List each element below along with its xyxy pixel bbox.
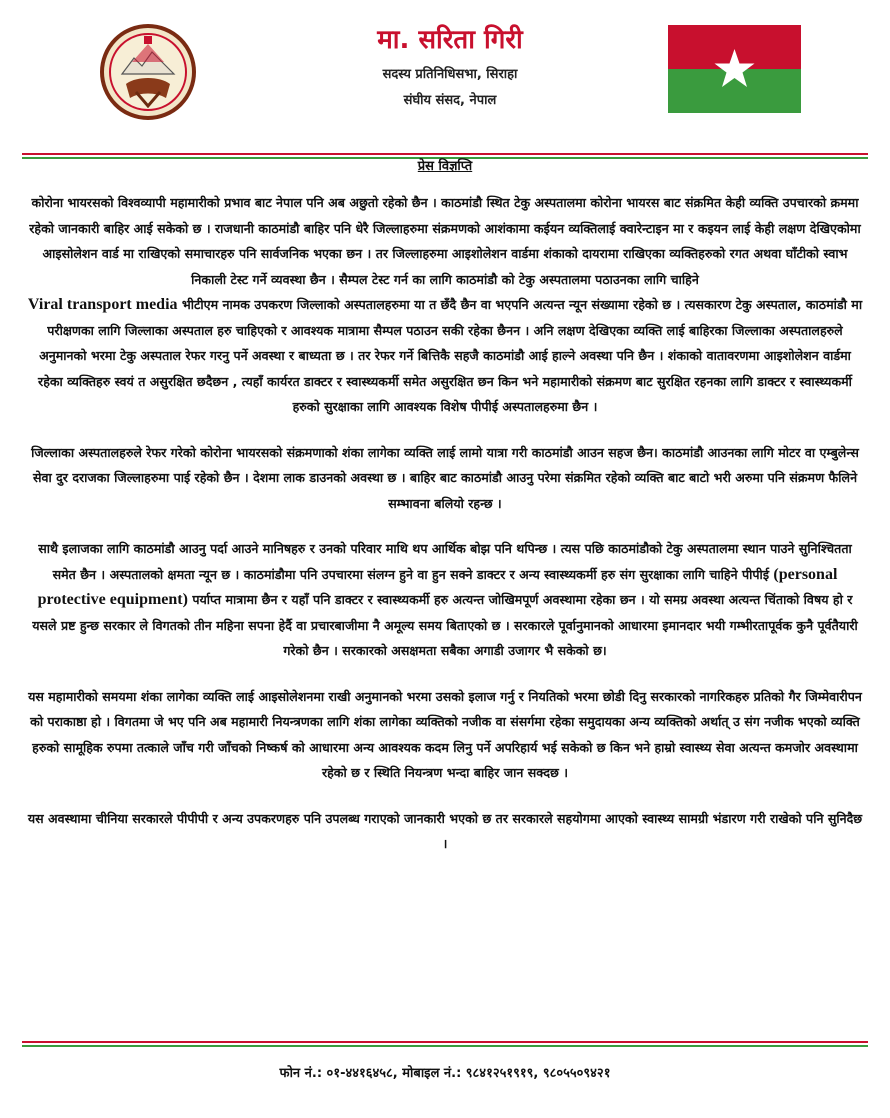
member-name: मा. सरिता गिरी	[377, 25, 523, 55]
parliament-name: संघीय संसद, नेपाल	[403, 93, 497, 108]
paragraph-1	[26, 190, 864, 420]
paragraph-4: यस महामारीको समयमा शंका लागेका व्यक्ति लाई आइसोलेशनमा राखी अनुमानको भरमा उसको इलाज गर्नु र नियतिको भरमा छोडी दिनु सरकारको नागरिकहरु प्रतिको गैर जिम्मेवारीपन को पराकाष्ठा हो । विगतमा जे भए पनि अब महामारी नियन्त्रणका लागि शंका लागेका व्यक्तिको नजीक वा संसर्गमा रहेका समुदायका अन्य व्यक्तिको अर्थात् उ संग नजीक भएको व्यक्ति हरुको सामूहिक रुपमा तत्काले जाँच गरी जाँचको निष्कर्ष को आधारमा अन्य आवश्यक कदम लिनु पर्ने अपरिहार्य भई सकेको छ किन भने हाम्रो स्वास्थ्य सेवा अत्यन्त कमजोर अवस्थामा रहेको छ र स्थिति नियन्त्रण भन्दा बाहिर जान सक्दछ ।	[28, 688, 862, 780]
party-flag-icon	[668, 25, 801, 113]
paragraph-1-part-b: भीटीएम नामक उपकरण जिल्लाको अस्पतालहरुमा या त छँदै छैन वा भएपनि अत्यन्त न्यून संख्यामा रहेको छ । त्यसकारण टेकु अस्पताल, काठमांडौ मा परीक्षणका लागि जिल्लाका अस्पताल हरु चाहिएको र आवश्यक मात्रामा सैम्पल पठाउन सकी रहेका छैनन । अनि लक्षण देखिएका व्यक्ति लाई बाहिरका जिल्लाका अस्पतालहरुले अनुमानको भरमा टेकु अस्पताल रेफर गरनु पर्ने अवस्था र बाध्यता छ । तर रेफर गर्ने बित्तिकै सहजै काठमांडौ आई हाल्ने अवस्था पनि छैन । शंकाको वातावरणमा आइशोलेशन वार्डमा रहेका व्यक्तिहरु स्वयं त असुरक्षित छदैछन , त्यहाँ कार्यरत डाक्टर र स्वास्थ्यकर्मी समेत असुरक्षित छन किन भने महामारीको संक्रमण बाट सुरक्षित रहनका लागि डाक्टर र स्वास्थ्यकर्मी हरुको सुरक्षाका लागि आवश्यक विशेष पीपीई अस्पतालहरुमा छैन ।	[38, 297, 863, 414]
footer-divider	[22, 1040, 868, 1050]
nepal-emblem-icon	[100, 22, 196, 122]
viral-transport-media-term: Viral transport media	[27, 296, 178, 313]
paragraph-3-part-a: साथै इलाजका लागि काठमांडौ आउनु पर्दा आउने मानिषहरु र उनको परिवार माथि थप आर्थिक बोझ पनि थपिन्छ । त्यस पछि काठमांडौको टेकु अस्पतालमा स्थान पाउने सुनिश्चितता समेत छैन । अस्पतालको क्षमता न्यून छ । काठमांडौमा पनि उपचारमा संलग्न हुने वा हुन सक्ने डाक्टर र अन्य स्वास्थ्यकर्मी हरु संग सुरक्षाका लागि चाहिने पीपीई	[38, 541, 852, 582]
paragraph-5: यस अवस्थामा चीनिया सरकारले पीपीपी र अन्य उपकरणहरु पनि उपलब्ध गराएको जानकारी भएको छ तर सरकारले सहयोगमा आएको स्वास्थ्य सामग्री भंडारण गरी राखेको पनि सुनिदैछ ।	[27, 810, 863, 851]
press-release-title: प्रेस विज्ञप्ति	[417, 159, 473, 174]
member-title: सदस्य प्रतिनिधिसभा, सिराहा	[382, 67, 518, 82]
paragraph-2: जिल्लाका अस्पतालहरुले रेफर गरेको कोरोना भायरसको संक्रमणाको शंका लागेका व्यक्ति लाई लामो यात्रा गरी काठमांडौ आउन सहज छैन। काठमांडौ आउनका लागि मोटर वा एम्बुलेन्स सेवा दुर दराजका जिल्लाहरुमा पाई रहेको छैन । देशमा लाक डाउनको अवस्था छ । बाहिर बाट काठमांडौ आउनु परेमा संक्रमित रहेको व्यक्ति बाट बाटो भरी अरुमा पनि संक्रमण फैलिने सम्भावना बलियो रहन्छ ।	[31, 444, 859, 511]
press-release-body	[26, 190, 864, 877]
paragraph-3	[26, 536, 864, 664]
ppe-term: (personal protective equipment)	[37, 565, 838, 608]
contact-info: फोन नं.: ०१-४४१६४५८, मोबाइल नं.: ९८४१२५१९१९, ९८०५५०९४२१	[279, 1066, 611, 1081]
letterhead	[0, 0, 890, 150]
paragraph-3-part-b: पर्याप्त मात्रामा छैन र यहाँ पनि डाक्टर र स्वास्थ्यकर्मी हरु अत्यन्त जोखिमपूर्ण अवस्थामा रहेका छन । यो समग्र अवस्था अत्यन्त चिंताको विषय हो र यसले प्रष्ट हुन्छ सरकार ले विगतको तीन महिना सपना हेर्दै वा प्रचारबाजीमा नै अमूल्य समय बिताएको छ । सरकारले पूर्वानुमानको आधारमा इमानदार भयी गम्भीरतापूर्वक कुनै पूर्वतैयारी गरेको छैन । सरकारको असक्षमता सबैका अगाडी उजागर भै सकेको छ।	[32, 592, 858, 658]
paragraph-1-part-a: कोरोना भायरसको विश्वव्यापी महामारीको प्रभाव बाट नेपाल पनि अब अछुतो रहेको छैन । काठमांडौ स्थित टेकु अस्पतालमा कोरोना भायरस बाट संक्रमित केही व्यक्ति उपचारको क्रममा रहेको जानकारी बाहिर आई सकेको छ । राजधानी काठमांडौ बाहिर पनि धेरै जिल्लाहरुमा संक्रमणको आशंकामा कईयन व्यक्तिलाई क्वारेन्टाइन मा र कइयन लाई केही लक्षण देखिएकोमा आइसोलेशन वार्ड मा राखिएको समाचारहरु पनि सार्वजनिक भएका छन । तर जिल्लाहरुमा आइशोलेशन वार्डमा शंकाको दायरामा राखिएका व्यक्तिहरुको रगत अथवा घाँटीको स्वाभ निकाली टेस्ट गर्ने व्यवस्था छैन । सैम्पल टेस्ट गर्न का लागि काठमांडौ को टेकु अस्पतालमा पठाउनका लागि चाहिने	[29, 195, 861, 287]
